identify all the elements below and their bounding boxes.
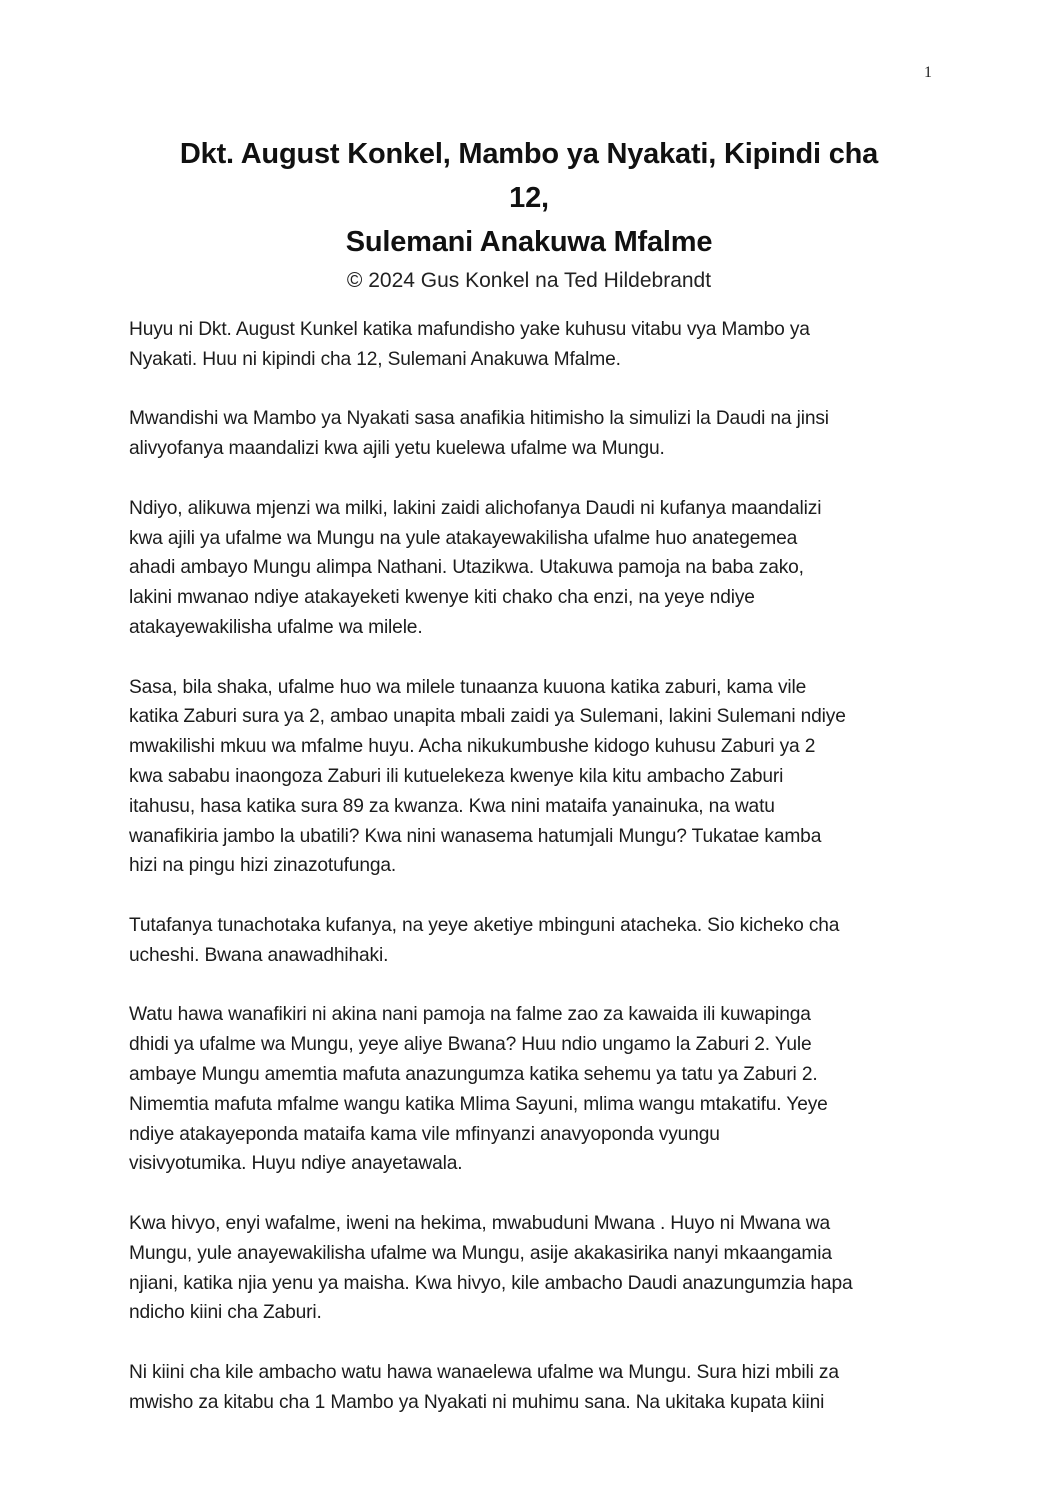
paragraph-line: wanafikiria jambo la ubatili? Kwa nini wanasema hatumjali Mungu? Tukatae kamba	[129, 825, 822, 847]
paragraph	[129, 315, 939, 375]
page-number: 1	[924, 64, 932, 81]
title-line-1: Dkt. August Konkel, Mambo ya Nyakati, Kipindi cha	[179, 138, 879, 170]
paragraph-line: Mungu, yule anayewakilisha ufalme wa Mungu, asije akakasirika nanyi mkaangamia	[129, 1242, 832, 1264]
copyright-notice: © 2024 Gus Konkel na Ted Hildebrandt	[346, 269, 712, 292]
paragraph	[129, 673, 939, 882]
paragraph-line: ahadi ambayo Mungu alimpa Nathani. Utazikwa. Utakuwa pamoja na baba zako,	[129, 557, 804, 579]
paragraph-line: itahusu, hasa katika sura 89 za kwanza. Kwa nini mataifa yanainuka, na watu	[129, 795, 775, 817]
paragraph-line: Tutafanya tunachotaka kufanya, na yeye aketiye mbinguni atacheka. Sio kicheko cha	[129, 914, 840, 936]
paragraph-line: ucheshi. Bwana anawadhihaki.	[129, 944, 389, 966]
paragraph-line: Sasa, bila shaka, ufalme huo wa milele tunaanza kuuona katika zaburi, kama vile	[129, 676, 807, 698]
paragraph	[129, 1358, 939, 1418]
paragraph-line: dhidi ya ufalme wa Mungu, yeye aliye Bwana? Huu ndio ungamo la Zaburi 2. Yule	[129, 1034, 812, 1056]
paragraph-line: visivyotumika. Huyu ndiye anayetawala.	[129, 1153, 463, 1175]
paragraph-line: Ni kiini cha kile ambacho watu hawa wanaelewa ufalme wa Mungu. Sura hizi mbili za	[129, 1361, 839, 1383]
paragraph-line: Ndiyo, alikuwa mjenzi wa milki, lakini zaidi alichofanya Daudi ni kufanya maandalizi	[129, 497, 822, 519]
paragraph-line: Nimemtia mafuta mfalme wangu katika Mlima Sayuni, mlima wangu mtakatifu. Yeye	[129, 1093, 828, 1115]
paragraph-line: Watu hawa wanafikiri ni akina nani pamoja na falme zao za kawaida ili kuwapinga	[129, 1004, 811, 1026]
document-body	[129, 315, 939, 1447]
paragraph	[129, 911, 939, 971]
paragraph-line: Huyu ni Dkt. August Kunkel katika mafundisho yake kuhusu vitabu vya Mambo ya	[129, 319, 810, 340]
paragraph	[129, 1000, 939, 1179]
title-line-2: 12,	[509, 182, 549, 214]
paragraph	[129, 494, 939, 643]
paragraph-line: atakayewakilisha ufalme wa milele.	[129, 616, 423, 638]
paragraph	[129, 404, 939, 464]
paragraph-line: katika Zaburi sura ya 2, ambao unapita mbali zaidi ya Sulemani, lakini Sulemani ndiye	[129, 706, 846, 728]
paragraph-line: mwakilishi mkuu wa mfalme huyu. Acha nikukumbushe kidogo kuhusu Zaburi ya 2	[129, 736, 816, 758]
title-line-3: Sulemani Anakuwa Mfalme	[345, 226, 713, 258]
paragraph-line: ambaye Mungu amemtia mafuta anazungumza katika sehemu ya tatu ya Zaburi 2.	[129, 1063, 818, 1085]
paragraph-line: kwa sababu inaongoza Zaburi ili kutuelekeza kwenye kila kitu ambacho Zaburi	[129, 765, 784, 787]
paragraph-line: hizi na pingu hizi zinazotufunga.	[129, 855, 397, 877]
paragraph-line: Mwandishi wa Mambo ya Nyakati sasa anafikia hitimisho la simulizi la Daudi na jinsi	[129, 408, 829, 430]
paragraph-line: Kwa hivyo, enyi wafalme, iweni na hekima, mwabuduni Mwana . Huyo ni Mwana wa	[129, 1212, 831, 1234]
paragraph	[129, 1209, 939, 1328]
paragraph-line: mwisho za kitabu cha 1 Mambo ya Nyakati ni muhimu sana. Na ukitaka kupata kiini	[129, 1391, 825, 1413]
paragraph-line: alivyofanya maandalizi kwa ajili yetu kuelewa ufalme wa Mungu.	[129, 438, 665, 460]
paragraph-line: njiani, katika njia yenu ya maisha. Kwa hivyo, kile ambacho Daudi anazungumzia hapa	[129, 1272, 853, 1294]
paragraph-line: kwa ajili ya ufalme wa Mungu na yule atakayewakilisha ufalme huo anategemea	[129, 527, 798, 549]
paragraph-line: ndiye atakayeponda mataifa kama vile mfinyanzi anavyoponda vyungu	[129, 1123, 720, 1145]
document-title-block	[129, 132, 929, 296]
paragraph-line: lakini mwanao ndiye atakayeketi kwenye kiti chako cha enzi, na yeye ndiye	[129, 587, 755, 609]
paragraph-line: Nyakati. Huu ni kipindi cha 12, Sulemani Anakuwa Mfalme.	[129, 348, 621, 370]
paragraph-line: ndicho kiini cha Zaburi.	[129, 1302, 322, 1324]
